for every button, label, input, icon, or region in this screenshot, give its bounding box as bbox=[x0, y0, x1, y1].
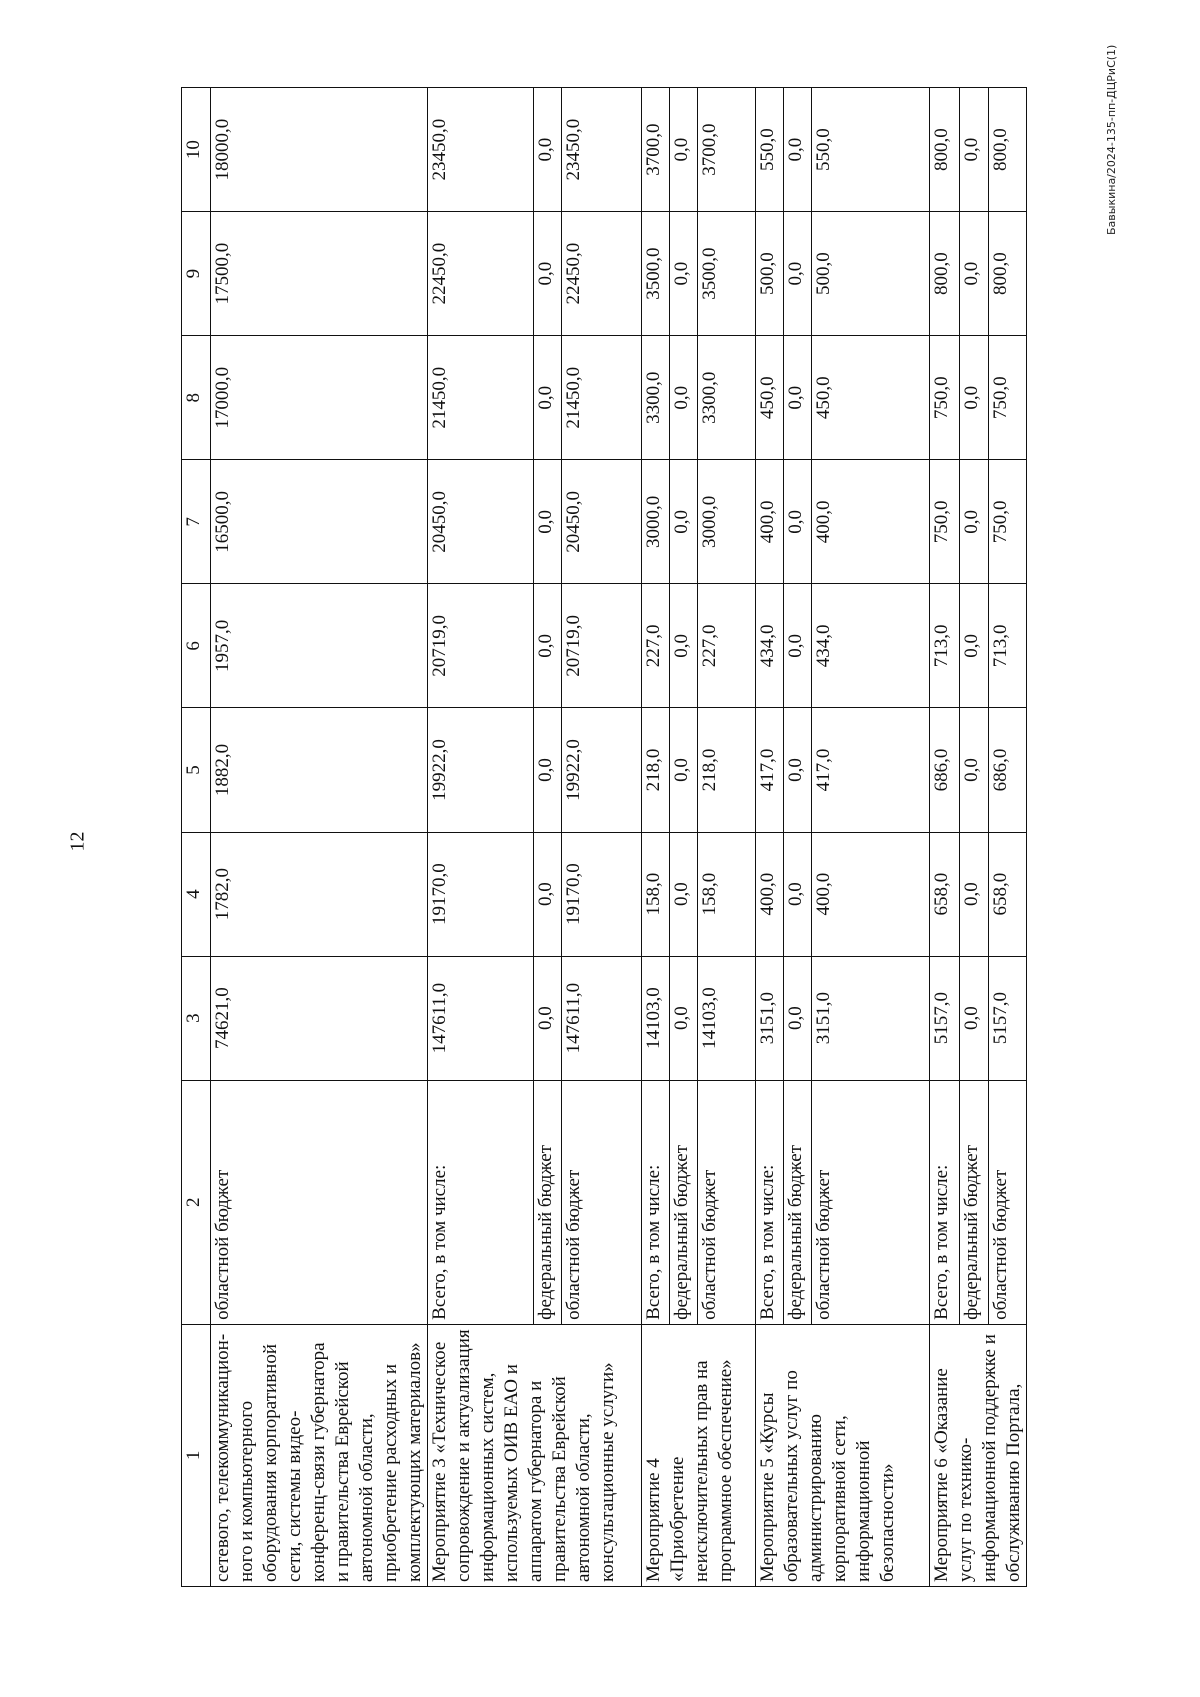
amount-cell: 19170,0 bbox=[562, 832, 642, 956]
amount-cell: 3300,0 bbox=[698, 336, 756, 460]
amount-cell: 19170,0 bbox=[428, 832, 534, 956]
amount-cell: 0,0 bbox=[784, 832, 812, 956]
amount-cell: 21450,0 bbox=[562, 336, 642, 460]
amount-cell: 0,0 bbox=[784, 212, 812, 336]
amount-cell: 686,0 bbox=[989, 708, 1027, 832]
amount-cell: 3000,0 bbox=[698, 460, 756, 584]
amount-cell: 0,0 bbox=[959, 832, 989, 956]
rotated-table-container bbox=[181, 87, 1031, 1587]
amount-cell: 17500,0 bbox=[211, 212, 428, 336]
amount-cell: 74621,0 bbox=[211, 956, 428, 1080]
amount-cell: 14103,0 bbox=[698, 956, 756, 1080]
amount-cell: 3151,0 bbox=[756, 956, 784, 1080]
amount-cell: 1882,0 bbox=[211, 708, 428, 832]
amount-cell: 16500,0 bbox=[211, 460, 428, 584]
amount-cell: 0,0 bbox=[670, 708, 698, 832]
amount-cell: 550,0 bbox=[812, 88, 930, 212]
amount-cell: 400,0 bbox=[756, 832, 784, 956]
budget-source-label: федеральный бюджет bbox=[670, 1080, 698, 1324]
amount-cell: 0,0 bbox=[959, 212, 989, 336]
header-cell: 6 bbox=[182, 584, 211, 708]
header-cell: 2 bbox=[182, 1080, 211, 1324]
amount-cell: 3151,0 bbox=[812, 956, 930, 1080]
amount-cell: 750,0 bbox=[989, 460, 1027, 584]
amount-cell: 550,0 bbox=[756, 88, 784, 212]
table-row bbox=[930, 88, 960, 1587]
table-row bbox=[211, 88, 428, 1587]
amount-cell: 0,0 bbox=[670, 88, 698, 212]
amount-cell: 658,0 bbox=[989, 832, 1027, 956]
amount-cell: 0,0 bbox=[670, 584, 698, 708]
amount-cell: 3700,0 bbox=[698, 88, 756, 212]
amount-cell: 20719,0 bbox=[562, 584, 642, 708]
amount-cell: 0,0 bbox=[959, 88, 989, 212]
amount-cell: 417,0 bbox=[756, 708, 784, 832]
amount-cell: 0,0 bbox=[670, 460, 698, 584]
amount-cell: 0,0 bbox=[534, 956, 562, 1080]
amount-cell: 5157,0 bbox=[989, 956, 1027, 1080]
amount-cell: 800,0 bbox=[989, 88, 1027, 212]
amount-cell: 0,0 bbox=[534, 708, 562, 832]
amount-cell: 800,0 bbox=[930, 212, 960, 336]
measure-description: сетевого, телекоммуникацион-ного и компьютерного оборудования корпоративной сети, системы видео-конференц-связи губернатора и правительства Еврейской автономной области, приобретение расходных и комплектующих материалов» bbox=[211, 1324, 428, 1586]
page-number: 12 bbox=[66, 831, 89, 852]
amount-cell: 3000,0 bbox=[642, 460, 670, 584]
measure-description: Мероприятие 5 «Курсы образовательных услуг по администрированию корпоративной сети, информационной безопасности» bbox=[756, 1324, 930, 1586]
amount-cell: 20450,0 bbox=[562, 460, 642, 584]
budget-source-label: федеральный бюджет bbox=[534, 1080, 562, 1324]
header-cell: 8 bbox=[182, 336, 211, 460]
amount-cell: 713,0 bbox=[989, 584, 1027, 708]
budget-source-label: областной бюджет bbox=[211, 1080, 428, 1324]
budget-source-label: федеральный бюджет bbox=[959, 1080, 989, 1324]
amount-cell: 3700,0 bbox=[642, 88, 670, 212]
budget-source-label: областной бюджет bbox=[989, 1080, 1027, 1324]
header-cell: 9 bbox=[182, 212, 211, 336]
budget-source-label: Всего, в том числе: bbox=[428, 1080, 534, 1324]
amount-cell: 0,0 bbox=[784, 336, 812, 460]
header-cell: 5 bbox=[182, 708, 211, 832]
amount-cell: 218,0 bbox=[642, 708, 670, 832]
amount-cell: 21450,0 bbox=[428, 336, 534, 460]
budget-source-label: федеральный бюджет bbox=[784, 1080, 812, 1324]
amount-cell: 0,0 bbox=[534, 584, 562, 708]
amount-cell: 450,0 bbox=[812, 336, 930, 460]
table-row bbox=[428, 88, 534, 1587]
amount-cell: 20719,0 bbox=[428, 584, 534, 708]
amount-cell: 0,0 bbox=[784, 584, 812, 708]
amount-cell: 0,0 bbox=[534, 212, 562, 336]
budget-source-label: областной бюджет bbox=[698, 1080, 756, 1324]
amount-cell: 1957,0 bbox=[211, 584, 428, 708]
amount-cell: 0,0 bbox=[670, 336, 698, 460]
amount-cell: 0,0 bbox=[959, 460, 989, 584]
amount-cell: 0,0 bbox=[959, 956, 989, 1080]
amount-cell: 750,0 bbox=[989, 336, 1027, 460]
amount-cell: 3500,0 bbox=[698, 212, 756, 336]
amount-cell: 750,0 bbox=[930, 336, 960, 460]
amount-cell: 0,0 bbox=[534, 460, 562, 584]
amount-cell: 500,0 bbox=[812, 212, 930, 336]
measure-description: Мероприятие 4 «Приобретение неисключительных прав на программное обеспечение» bbox=[642, 1324, 756, 1586]
amount-cell: 3300,0 bbox=[642, 336, 670, 460]
header-cell: 1 bbox=[182, 1324, 211, 1586]
amount-cell: 0,0 bbox=[959, 336, 989, 460]
amount-cell: 400,0 bbox=[756, 460, 784, 584]
amount-cell: 0,0 bbox=[959, 584, 989, 708]
measure-description: Мероприятие 6 «Оказание услуг по технико-информационной поддержке и обслуживанию Портала, bbox=[930, 1324, 1027, 1586]
amount-cell: 1782,0 bbox=[211, 832, 428, 956]
amount-cell: 147611,0 bbox=[428, 956, 534, 1080]
amount-cell: 450,0 bbox=[756, 336, 784, 460]
amount-cell: 0,0 bbox=[534, 88, 562, 212]
amount-cell: 19922,0 bbox=[562, 708, 642, 832]
amount-cell: 0,0 bbox=[670, 956, 698, 1080]
amount-cell: 0,0 bbox=[784, 956, 812, 1080]
amount-cell: 713,0 bbox=[930, 584, 960, 708]
amount-cell: 3500,0 bbox=[642, 212, 670, 336]
table-row bbox=[756, 88, 784, 1587]
header-cell: 10 bbox=[182, 88, 211, 212]
amount-cell: 227,0 bbox=[642, 584, 670, 708]
document-footer: Бавыкина/2024-135-пп-ДЦРиС(1) bbox=[1105, 44, 1118, 235]
amount-cell: 0,0 bbox=[534, 336, 562, 460]
table-row bbox=[642, 88, 670, 1587]
amount-cell: 500,0 bbox=[756, 212, 784, 336]
amount-cell: 417,0 bbox=[812, 708, 930, 832]
table-body bbox=[211, 88, 1027, 1587]
amount-cell: 0,0 bbox=[670, 212, 698, 336]
amount-cell: 18000,0 bbox=[211, 88, 428, 212]
header-row bbox=[182, 88, 211, 1587]
amount-cell: 686,0 bbox=[930, 708, 960, 832]
budget-source-label: Всего, в том числе: bbox=[930, 1080, 960, 1324]
amount-cell: 17000,0 bbox=[211, 336, 428, 460]
amount-cell: 434,0 bbox=[756, 584, 784, 708]
amount-cell: 0,0 bbox=[670, 832, 698, 956]
amount-cell: 800,0 bbox=[989, 212, 1027, 336]
amount-cell: 800,0 bbox=[930, 88, 960, 212]
amount-cell: 5157,0 bbox=[930, 956, 960, 1080]
header-cell: 3 bbox=[182, 956, 211, 1080]
amount-cell: 227,0 bbox=[698, 584, 756, 708]
budget-source-label: областной бюджет bbox=[812, 1080, 930, 1324]
amount-cell: 22450,0 bbox=[428, 212, 534, 336]
amount-cell: 23450,0 bbox=[428, 88, 534, 212]
amount-cell: 158,0 bbox=[698, 832, 756, 956]
budget-source-label: Всего, в том числе: bbox=[756, 1080, 784, 1324]
measure-description: Мероприятие 3 «Техническое сопровождение и актуализация информационных систем, используемых ОИВ ЕАО и аппаратом губернатора и правительства Еврейской автономной области, консультационные услуги» bbox=[428, 1324, 642, 1586]
amount-cell: 400,0 bbox=[812, 460, 930, 584]
amount-cell: 0,0 bbox=[784, 708, 812, 832]
amount-cell: 0,0 bbox=[534, 832, 562, 956]
amount-cell: 434,0 bbox=[812, 584, 930, 708]
amount-cell: 750,0 bbox=[930, 460, 960, 584]
header-cell: 7 bbox=[182, 460, 211, 584]
amount-cell: 14103,0 bbox=[642, 956, 670, 1080]
amount-cell: 147611,0 bbox=[562, 956, 642, 1080]
amount-cell: 658,0 bbox=[930, 832, 960, 956]
amount-cell: 218,0 bbox=[698, 708, 756, 832]
budget-source-label: областной бюджет bbox=[562, 1080, 642, 1324]
amount-cell: 20450,0 bbox=[428, 460, 534, 584]
header-cell: 4 bbox=[182, 832, 211, 956]
amount-cell: 19922,0 bbox=[428, 708, 534, 832]
amount-cell: 400,0 bbox=[812, 832, 930, 956]
amount-cell: 0,0 bbox=[959, 708, 989, 832]
budget-table bbox=[181, 87, 1027, 1587]
amount-cell: 0,0 bbox=[784, 88, 812, 212]
amount-cell: 23450,0 bbox=[562, 88, 642, 212]
amount-cell: 158,0 bbox=[642, 832, 670, 956]
amount-cell: 0,0 bbox=[784, 460, 812, 584]
amount-cell: 22450,0 bbox=[562, 212, 642, 336]
budget-source-label: Всего, в том числе: bbox=[642, 1080, 670, 1324]
